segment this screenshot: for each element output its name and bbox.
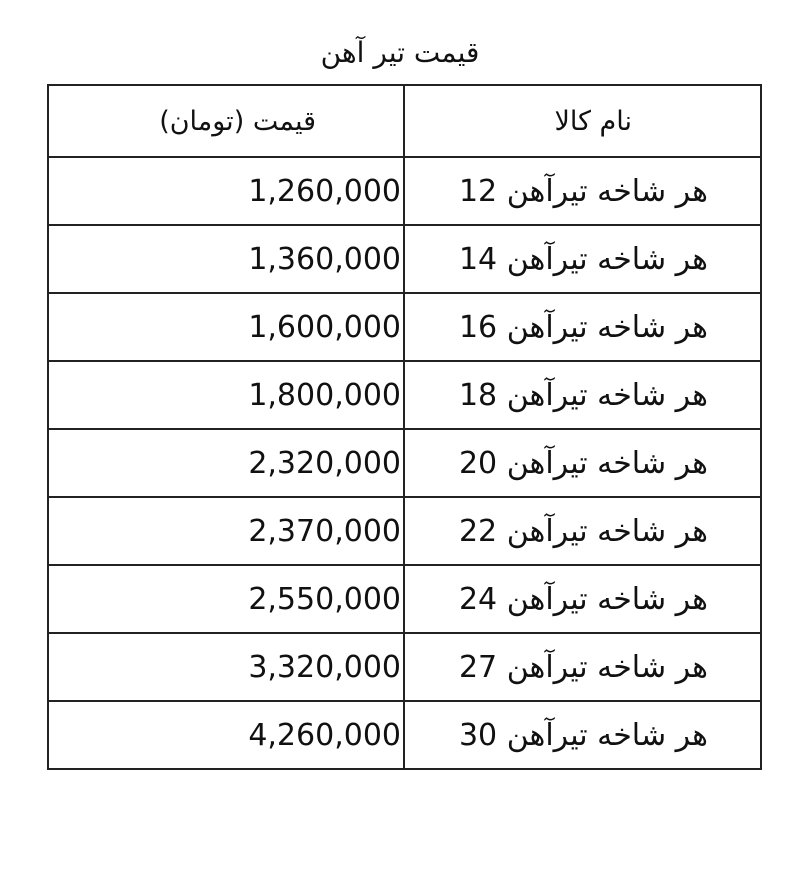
table-row — [48, 497, 761, 565]
product-name-cell: هر شاخه تیرآهن 12 — [404, 157, 761, 225]
header-row — [48, 85, 761, 157]
price-cell — [48, 429, 404, 497]
price-cell — [48, 701, 404, 769]
price-value: 2,550,000 — [248, 581, 401, 617]
price-cell — [48, 293, 404, 361]
price-value: 4,260,000 — [248, 717, 401, 753]
product-name-cell: هر شاخه تیرآهن 22 — [404, 497, 761, 565]
product-name-cell: هر شاخه تیرآهن 30 — [404, 701, 761, 769]
price-value: 3,320,000 — [248, 649, 401, 685]
product-name-cell: هر شاخه تیرآهن 14 — [404, 225, 761, 293]
product-name-cell: هر شاخه تیرآهن 16 — [404, 293, 761, 361]
table-row — [48, 701, 761, 769]
price-value: 2,370,000 — [248, 513, 401, 549]
price-cell — [48, 157, 404, 225]
page-title: قیمت تیر آهن — [320, 36, 480, 69]
column-header-name: نام کالا — [404, 85, 761, 157]
product-name-cell: هر شاخه تیرآهن 18 — [404, 361, 761, 429]
price-cell — [48, 361, 404, 429]
price-cell — [48, 633, 404, 701]
price-cell — [48, 497, 404, 565]
price-cell — [48, 565, 404, 633]
price-value: 1,800,000 — [248, 377, 401, 413]
price-value: 1,360,000 — [248, 241, 401, 277]
table-row — [48, 225, 761, 293]
price-value: 2,320,000 — [248, 445, 401, 481]
product-name-cell: هر شاخه تیرآهن 20 — [404, 429, 761, 497]
product-name-cell: هر شاخه تیرآهن 27 — [404, 633, 761, 701]
price-table — [47, 84, 762, 770]
price-value: 1,260,000 — [248, 173, 401, 209]
table-row — [48, 361, 761, 429]
table-row — [48, 157, 761, 225]
table-header — [48, 85, 761, 157]
table-row — [48, 633, 761, 701]
table-row — [48, 293, 761, 361]
table-body — [48, 157, 761, 769]
price-cell — [48, 225, 404, 293]
price-value: 1,600,000 — [248, 309, 401, 345]
table-row — [48, 429, 761, 497]
table-row — [48, 565, 761, 633]
column-header-price: قیمت (تومان) — [48, 85, 404, 157]
product-name-cell: هر شاخه تیرآهن 24 — [404, 565, 761, 633]
